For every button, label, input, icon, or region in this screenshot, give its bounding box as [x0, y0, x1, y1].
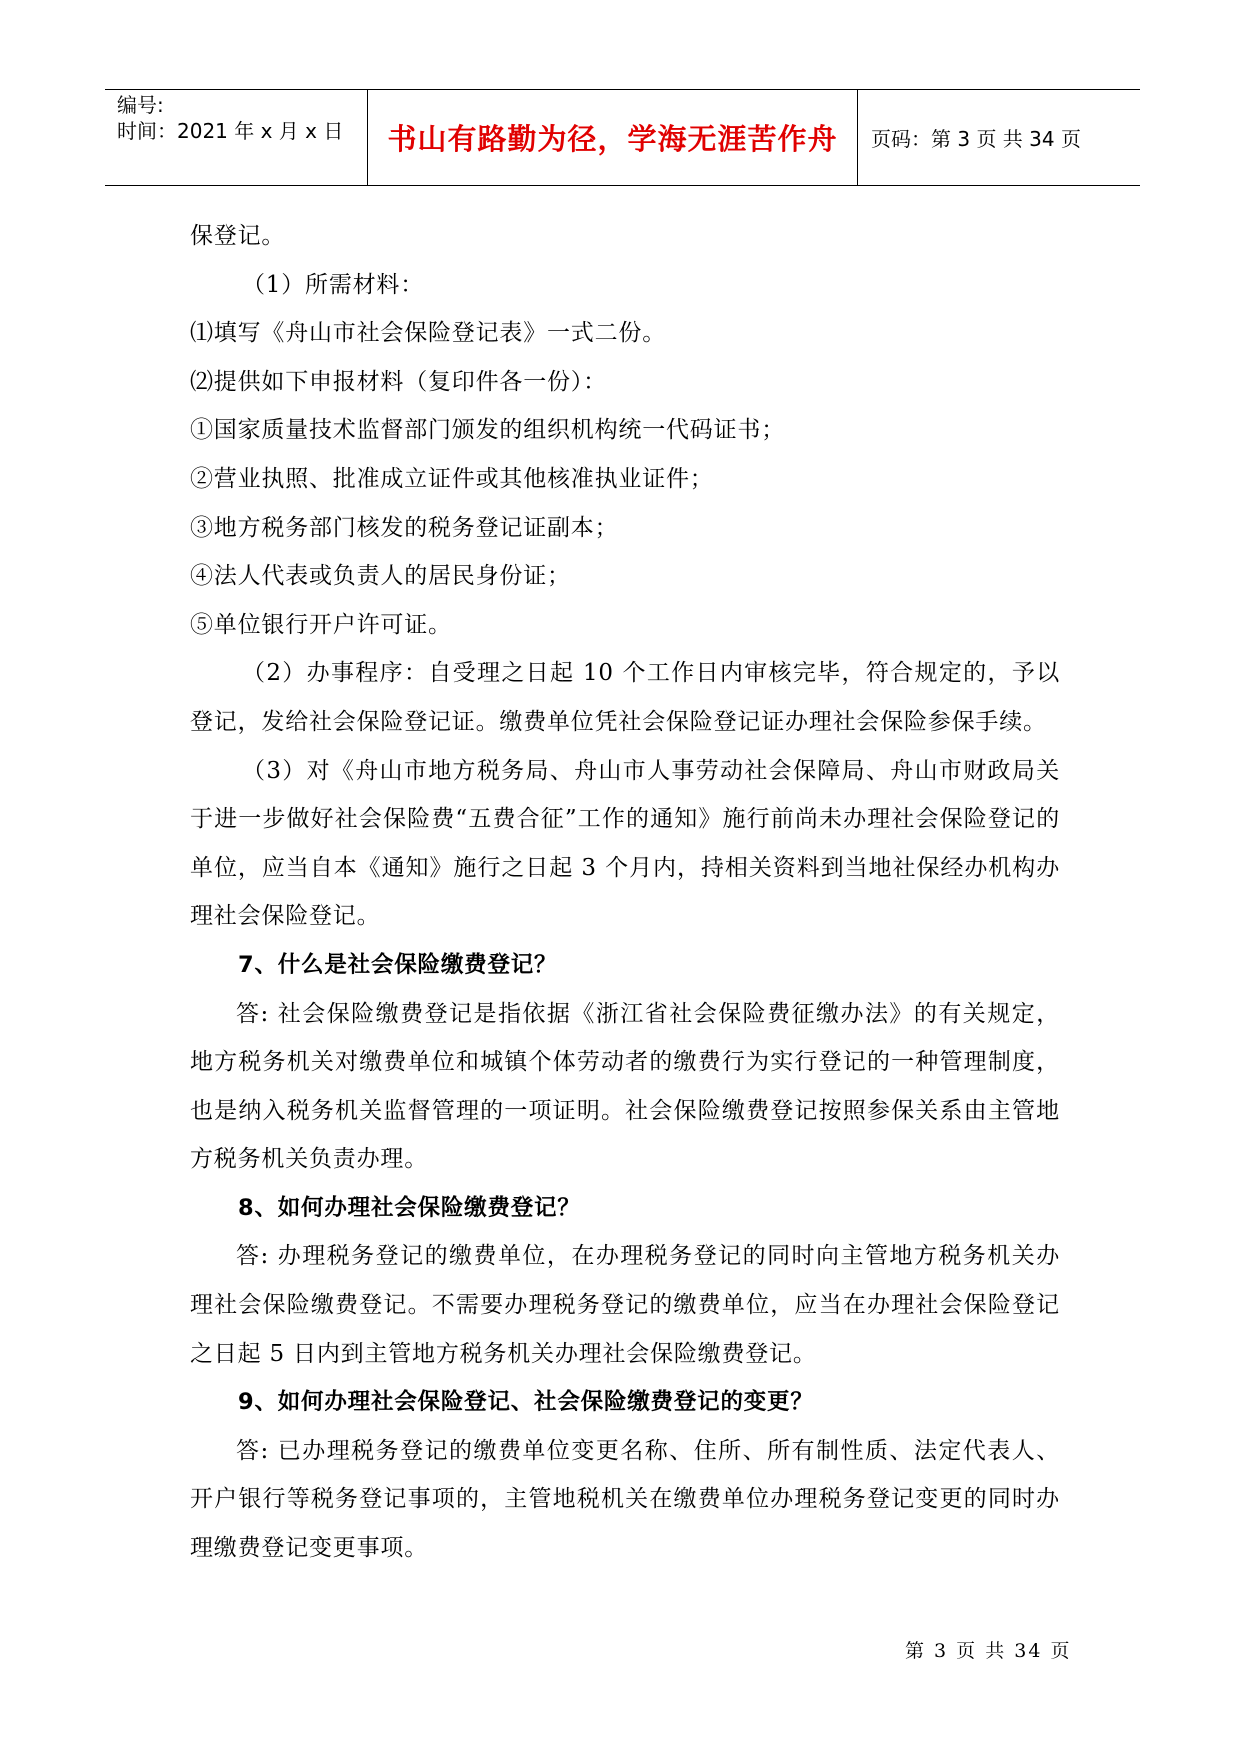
header-motto-cell	[368, 90, 858, 185]
list-item: ③地方税务部门核发的税务登记证副本；	[190, 514, 619, 541]
answer-paragraph: 答: 社会保险缴费登记是指依据《浙江省社会保险费征缴办法》的有关规定，地方税务机关对缴费单位和城镇个体劳动者的缴费行为实行登记的一种管理制度，也是纳入税务机关监督管理的一项证明。社会保险缴费登记按照参保关系由主管地方税务机关负责办理。	[190, 1000, 1060, 1173]
header-page-info: 页码：第 3 页 共 34 页	[871, 127, 1081, 151]
paragraph: （2）办事程序：自受理之日起 10 个工作日内审核完毕，符合规定的，予以登记，发给社会保险登记证。缴费单位凭社会保险登记证办理社会保险参保手续。	[190, 660, 1060, 735]
header-meta-cell	[105, 90, 368, 185]
list-item: ⑤单位银行开户许可证。	[190, 611, 452, 638]
question-heading: 8、如何办理社会保险缴费登记？	[238, 1194, 581, 1221]
document-time-label: 时间：2021 年 x 月 x 日	[117, 119, 344, 143]
document-number-label: 编号:	[117, 93, 164, 117]
paragraph: （3）对《舟山市地方税务局、舟山市人事劳动社会保障局、舟山市财政局关于进一步做好社会保险费“五费合征”工作的通知》施行前尚未办理社会保险登记的单位，应当自本《通知》施行之日起 3 个月内，持相关资料到当地社保经办机构办理社会保险登记。	[190, 757, 1060, 930]
paragraph: （1）所需材料：	[242, 271, 425, 298]
list-item: ①国家质量技术监督部门颁发的组织机构统一代码证书；	[190, 417, 785, 444]
paragraph: 保登记。	[190, 223, 286, 249]
answer-paragraph: 答: 办理税务登记的缴费单位，在办理税务登记的同时向主管地方税务机关办理社会保险缴费登记。不需要办理税务登记的缴费单位，应当在办理社会保险登记之日起 5 日内到主管地方税务机关办理社会保险缴费登记。	[190, 1243, 1060, 1367]
page-header	[105, 89, 1140, 186]
page-footer: 第 3 页 共 34 页	[905, 1640, 1072, 1662]
header-page-cell	[858, 90, 1140, 185]
question-heading: 9、如何办理社会保险登记、社会保险缴费登记的变更？	[238, 1389, 814, 1416]
question-heading: 7、什么是社会保险缴费登记？	[238, 951, 558, 978]
list-item: ⑴填写《舟山市社会保险登记表》一式二份。	[190, 320, 666, 347]
list-item: ②营业执照、批准成立证件或其他核准执业证件；	[190, 465, 714, 492]
document-body	[190, 212, 1060, 1573]
list-item: ⑵提供如下申报材料（复印件各一份）：	[190, 368, 607, 395]
list-item: ④法人代表或负责人的居民身份证；	[190, 563, 571, 590]
answer-paragraph: 答: 已办理税务登记的缴费单位变更名称、住所、所有制性质、法定代表人、开户银行等税务登记事项的，主管地税机关在缴费单位办理税务登记变更的同时办理缴费登记变更事项。	[190, 1437, 1060, 1562]
header-motto: 书山有路勤为径，学海无涯苦作舟	[387, 122, 838, 156]
